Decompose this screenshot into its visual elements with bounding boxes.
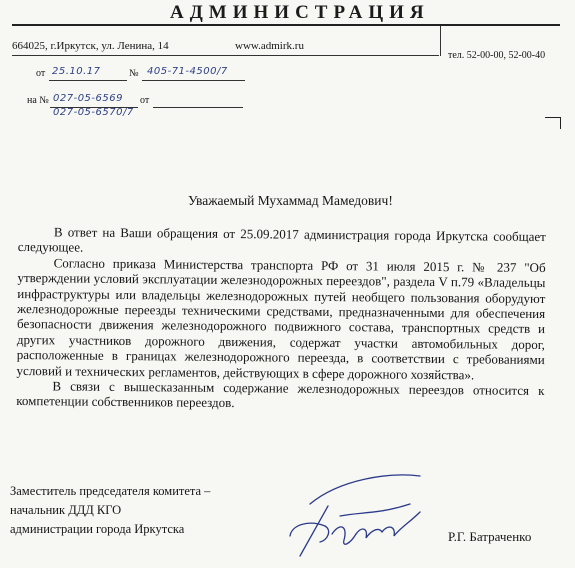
corner-mark-horizontal <box>545 117 561 118</box>
letterhead-phone: тел. 52-00-00, 52-00-40 <box>448 50 546 61</box>
letterhead-rule <box>12 24 560 26</box>
number-underline <box>142 80 245 81</box>
letterhead-separator <box>440 26 441 56</box>
outgoing-number: 405-71-4500/7 <box>147 66 228 77</box>
signer-name: Р.Г. Батраченко <box>448 529 532 544</box>
position-line-1: Заместитель председателя комитета – <box>10 484 211 498</box>
letterhead-website: www.admirk.ru <box>235 40 304 52</box>
reply-number-1: 027-05-6569 <box>53 93 123 104</box>
letterhead-title: АДМИНИСТРАЦИЯ <box>170 2 430 23</box>
paragraph-intro: В ответ на Ваши обращения от 25.09.2017 администрация города Иркутска сообщает следующее. <box>17 224 546 256</box>
reply-number-label: на № <box>27 95 49 106</box>
date-label: от <box>36 68 46 79</box>
position-line-2: начальник ДДД КГО <box>10 503 122 517</box>
reply-date-underline <box>153 107 243 108</box>
reply-number-2: 027-05-6570/7 <box>53 107 134 118</box>
outgoing-date: 25.10.17 <box>52 66 101 77</box>
position-line-3: администрации города Иркутска <box>10 522 185 536</box>
paragraph-conclusion: В связи с вышесказанным содержание железнодорожных переездов относится к компетенции собственников переездов. <box>16 378 545 411</box>
letter-body <box>16 224 546 414</box>
reply-date-label: от <box>140 95 150 106</box>
greeting: Уважаемый Мухаммад Мамедович! <box>188 193 393 208</box>
number-label: № <box>129 68 139 79</box>
signatory-position <box>10 482 210 539</box>
paragraph-order: Согласно приказа Министерства транспорта РФ от 31 июля 2015 г. № 237 "Об утверждении условий эксплуатации железнодорожных переездов", раздела V п.79 «Владельцы инфраструктуры или владельцы железнодорожных путей необщего пользования оборудуют железнодорожные переезды техническими средствами, предназначенными для обеспечения безопасности движения железнодорожного подвижного состава, транспортных средств и других участников дорожного движения, содержат участки автомобильных дорог, расположенные в границах железнодорожного переезда, в соответствии с требованиями условий и технических регламентов, действующих в сфере дорожного хозяйства». <box>16 255 546 383</box>
date-underline <box>49 80 127 81</box>
handwritten-signature <box>270 464 440 564</box>
corner-mark-vertical <box>560 117 561 129</box>
letterhead-address: 664025, г.Иркутск, ул. Ленина, 14 <box>12 40 169 52</box>
letterhead-divider <box>12 55 439 56</box>
